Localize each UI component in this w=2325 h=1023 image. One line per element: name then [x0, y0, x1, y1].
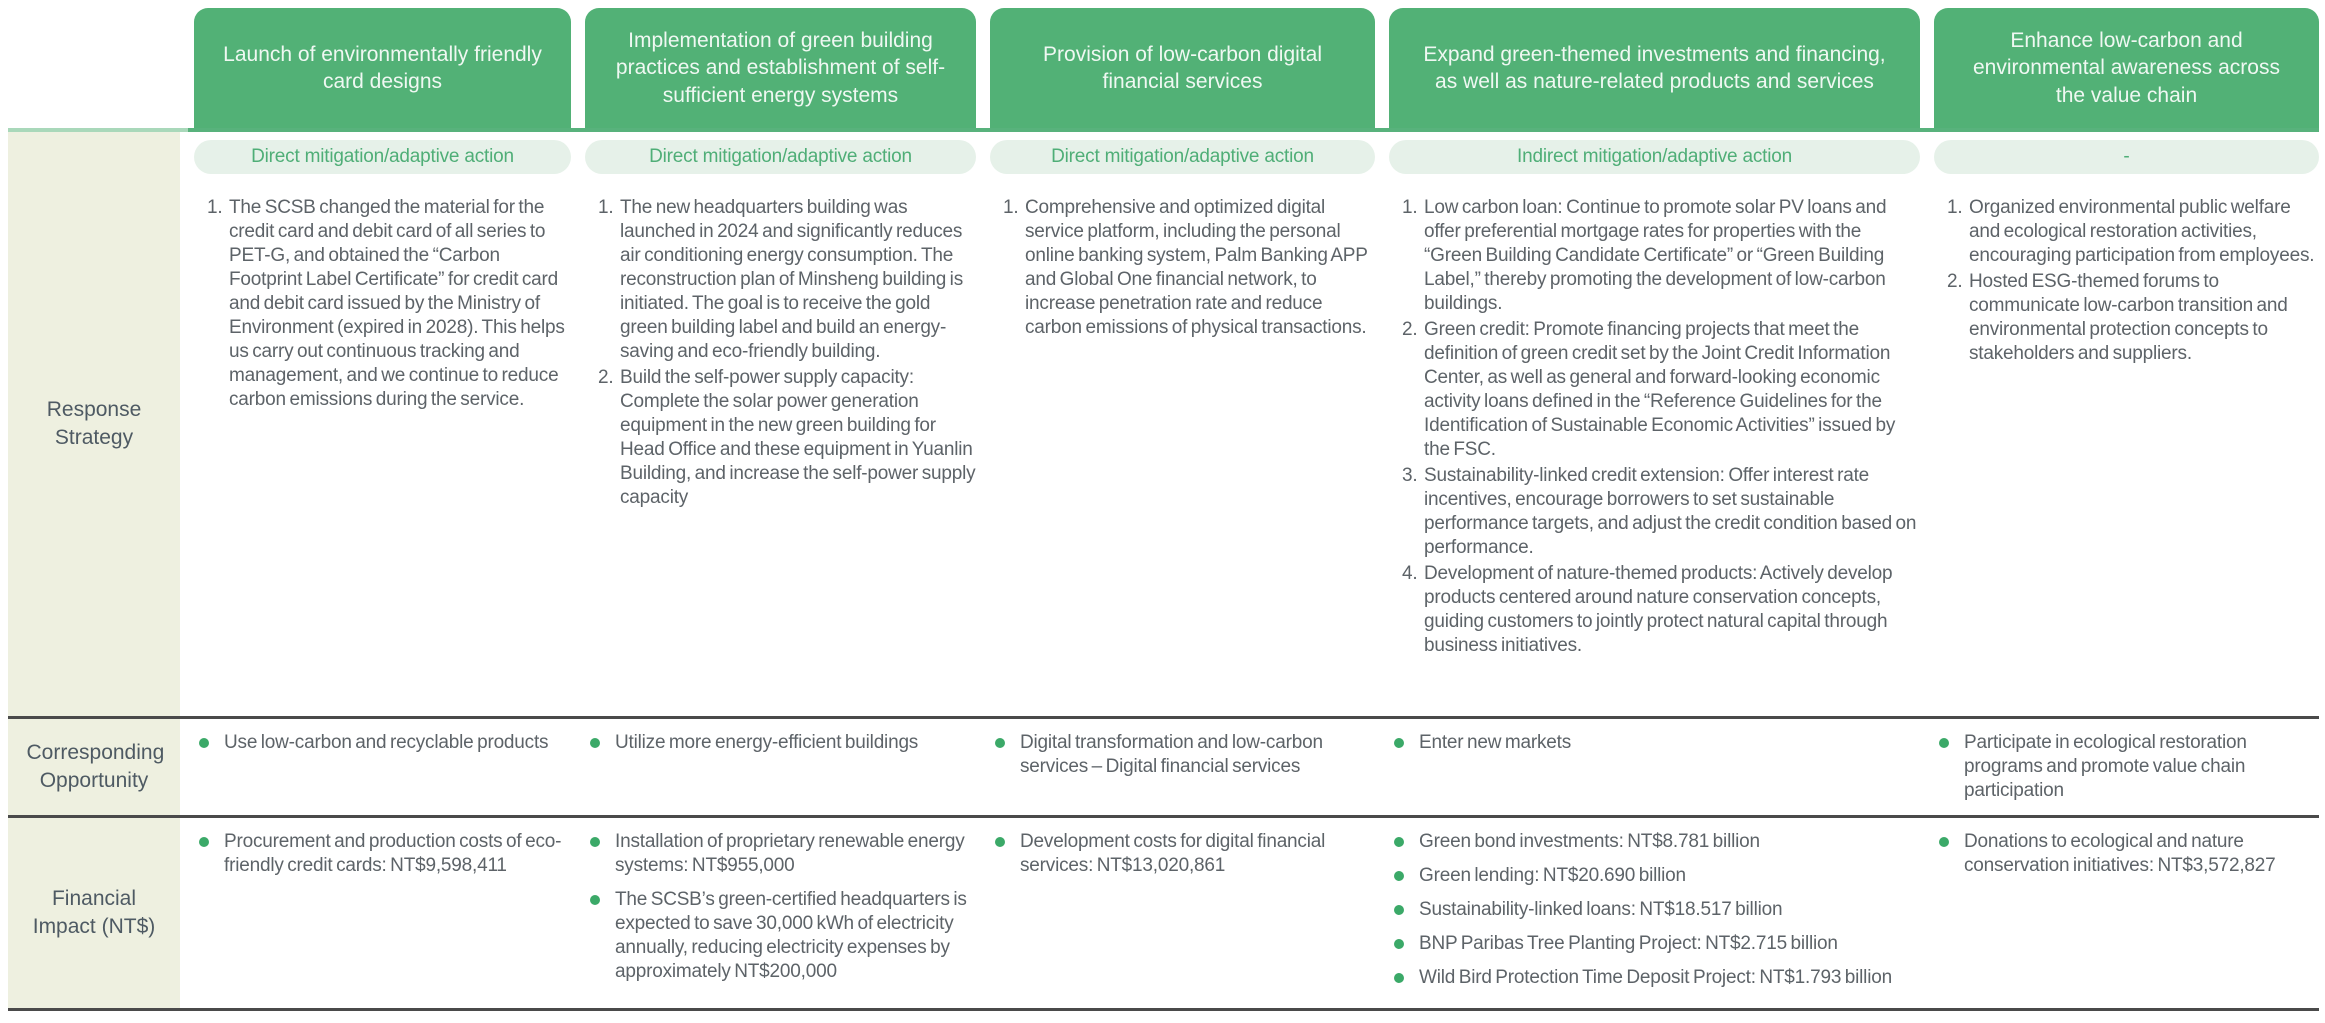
financial-cell-4	[1389, 818, 1920, 1008]
column-header-green-building	[585, 8, 976, 128]
response-cell-1	[194, 132, 571, 716]
list-item: Enter new markets	[1389, 731, 1920, 755]
column-header-value-chain	[1934, 8, 2319, 128]
column-header-label: Launch of environmentally friendly card designs	[223, 42, 542, 93]
row-label-corresponding-opportunity	[8, 719, 180, 815]
action-type-badge: Direct mitigation/adaptive action	[585, 140, 976, 174]
response-strategy-list	[1389, 196, 1920, 658]
list-item: Green bond investments: NT$8.781 billion	[1389, 830, 1920, 854]
financial-cell-1	[194, 818, 571, 1008]
action-type-badge: Direct mitigation/adaptive action	[194, 140, 571, 174]
financial-impact-list	[990, 830, 1375, 878]
list-item: Installation of proprietary renewable energy systems: NT$955,000	[585, 830, 976, 878]
column-header-row	[8, 8, 2319, 128]
financial-impact-list	[585, 830, 976, 984]
list-item: 4. Development of nature-themed products: Actively develop products centered around nature conservation concepts, guiding customers to jointly protect natural capital through business initiatives.	[1421, 562, 1920, 658]
row-label-text: Corresponding Opportunity	[26, 740, 165, 792]
list-item: The SCSB’s green-certified headquarters is expected to save 30,000 kWh of electricity annually, reducing electricity expenses by approximately NT$200,000	[585, 888, 976, 984]
list-item: 3. Sustainability-linked credit extension: Offer interest rate incentives, encourage borrowers to set sustainable performance targets, and adjust the credit condition based on performance.	[1421, 464, 1920, 560]
list-item: 2. Green credit: Promote financing projects that meet the definition of green credit set by the Joint Credit Information Center, as well as general and forward-looking economic activity loans defined in the “Reference Guidelines for the Identification of Sustainable Economic Activities” issued by the FSC.	[1421, 318, 1920, 462]
column-header-card-designs	[194, 8, 571, 128]
list-item: 1. Comprehensive and optimized digital service platform, including the personal online banking system, Palm Banking APP and Global One financial network, to increase penetration rate and reduce carbon emissions of physical transactions.	[1022, 196, 1375, 340]
row-label-financial-impact	[8, 818, 180, 1008]
list-item: Procurement and production costs of eco-friendly credit cards: NT$9,598,411	[194, 830, 571, 878]
opportunity-cell-3	[990, 719, 1375, 815]
financial-impact-list	[1934, 830, 2319, 878]
list-item: Sustainability-linked loans: NT$18.517 billion	[1389, 898, 1920, 922]
opportunity-list	[194, 731, 571, 755]
header-spacer	[8, 8, 180, 128]
column-header-label: Enhance low-carbon and environmental awareness across the value chain	[1973, 29, 2280, 107]
corresponding-opportunity-row	[8, 719, 2319, 815]
response-strategy-row	[8, 132, 2319, 716]
action-type-badge: -	[1934, 140, 2319, 174]
financial-impact-list	[194, 830, 571, 878]
list-item: 1. Low carbon loan: Continue to promote solar PV loans and offer preferential mortgage rates for properties with the “Green Building Candidate Certificate” or “Green Building Label,” thereby promoting the development of low-carbon buildings.	[1421, 196, 1920, 316]
column-header-label: Provision of low-carbon digital financial services	[1043, 42, 1322, 93]
bottom-border	[8, 1008, 2319, 1011]
response-strategy-list	[1934, 196, 2319, 366]
opportunity-cell-5	[1934, 719, 2319, 815]
opportunity-cell-4	[1389, 719, 1920, 815]
list-item: Use low-carbon and recyclable products	[194, 731, 571, 755]
list-item: 1. The SCSB changed the material for the credit card and debit card of all series to PET-G, and obtained the “Carbon Footprint Label Certificate” for credit card and debit card issued by the Ministry of Environment (expired in 2028). This helps us carry out continuous tracking and management, and we continue to reduce carbon emissions during the service.	[226, 196, 571, 412]
response-cell-3	[990, 132, 1375, 716]
row-label-text: Financial Impact (NT$)	[32, 886, 156, 938]
list-item: BNP Paribas Tree Planting Project: NT$2.715 billion	[1389, 932, 1920, 956]
row-label-response-strategy	[8, 132, 180, 716]
financial-impact-row	[8, 818, 2319, 1008]
opportunity-cell-1	[194, 719, 571, 815]
list-item: Wild Bird Protection Time Deposit Project: NT$1.793 billion	[1389, 966, 1920, 990]
response-strategy-list	[990, 196, 1375, 340]
row-label-text: Response Strategy	[46, 397, 142, 449]
list-item: 1. The new headquarters building was launched in 2024 and significantly reduces air conditioning energy consumption. The reconstruction plan of Minsheng building is initiated. The goal is to receive the gold green building label and build an energy-saving and eco-friendly building.	[617, 196, 976, 364]
column-header-label: Implementation of green building practices and establishment of self-sufficient energy systems	[615, 29, 946, 107]
list-item: 2. Build the self-power supply capacity: Complete the solar power generation equipment in the new green building for Head Office and these equipment in Yuanlin Building, and increase the self-power supply capacity	[617, 366, 976, 510]
action-type-badge: Indirect mitigation/adaptive action	[1389, 140, 1920, 174]
response-cell-2	[585, 132, 976, 716]
response-strategy-list	[194, 196, 571, 412]
action-type-badge: Direct mitigation/adaptive action	[990, 140, 1375, 174]
financial-cell-5	[1934, 818, 2319, 1008]
list-item: Green lending: NT$20.690 billion	[1389, 864, 1920, 888]
response-cell-5	[1934, 132, 2319, 716]
list-item: Digital transformation and low-carbon services – Digital financial services	[990, 731, 1375, 779]
list-item: 1. Organized environmental public welfare and ecological restoration activities, encouraging participation from employees.	[1966, 196, 2319, 268]
opportunity-list	[585, 731, 976, 755]
list-item: Participate in ecological restoration programs and promote value chain participation	[1934, 731, 2319, 803]
column-header-green-investments	[1389, 8, 1920, 128]
opportunity-list	[990, 731, 1375, 779]
financial-cell-3	[990, 818, 1375, 1008]
column-header-digital-services	[990, 8, 1375, 128]
list-item: Utilize more energy-efficient buildings	[585, 731, 976, 755]
list-item: Donations to ecological and nature conservation initiatives: NT$3,572,827	[1934, 830, 2319, 878]
financial-impact-list	[1389, 830, 1920, 990]
response-cell-4	[1389, 132, 1920, 716]
opportunity-list	[1934, 731, 2319, 803]
list-item: 2. Hosted ESG-themed forums to communicate low-carbon transition and environmental protection concepts to stakeholders and suppliers.	[1966, 270, 2319, 366]
list-item: Development costs for digital financial services: NT$13,020,861	[990, 830, 1375, 878]
response-strategy-list	[585, 196, 976, 510]
opportunity-cell-2	[585, 719, 976, 815]
column-header-label: Expand green-themed investments and financing, as well as nature-related products and services	[1423, 42, 1886, 93]
opportunity-list	[1389, 731, 1920, 755]
financial-cell-2	[585, 818, 976, 1008]
